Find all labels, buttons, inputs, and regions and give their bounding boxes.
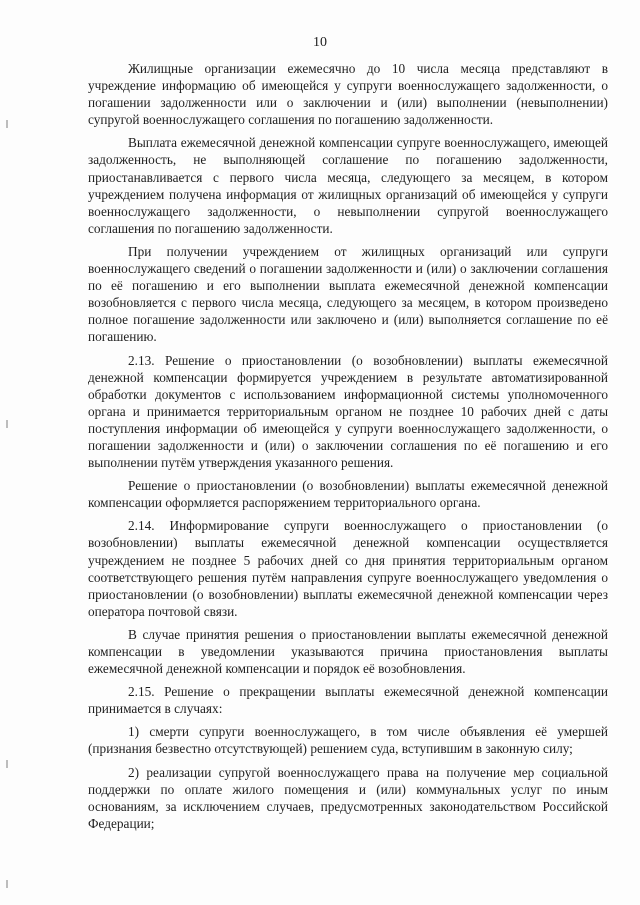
paragraph-2-15: 2.15. Решение о прекращении выплаты ежемесячной денежной компенсации принимается в случаях: — [88, 684, 608, 717]
paragraph-2-14: 2.14. Информирование супруги военнослужащего о приостановлении (о возобновлении) выплаты ежемесячной денежной компенсации осуществляется учреждением не позднее 5 рабочих дней со дня принятия территориальным органом соответствующего решения путём направления супруге военнослужащего уведомления о приостановлении (о возобновлении) выплаты ежемесячной денежной компенсации через оператора почтовой связи. — [88, 518, 608, 619]
paragraph-payment-suspension: Выплата ежемесячной денежной компенсации супруге военнослужащего, имеющей задолженность, не выполняющей соглашение по погашению задолженности, приостанавливается с первого числа месяца, следующего за месяцем, в котором учреждением получена информация от жилищных организаций об имеющейся у супруги военнослужащего задолженности, о невыполнении супругой военнослужащего соглашения по погашению задолженности. — [88, 135, 608, 236]
paragraph-2-13: 2.13. Решение о приостановлении (о возобновлении) выплаты ежемесячной денежной компенсации формируется учреждением в результате автоматизированной обработки документов с использованием информационной системы уполномоченного органа и принимается территориальным органом не позднее 10 рабочих дней с даты поступления информации об имеющейся у супруги военнослужащего задолженности, о погашении задолженности и (или) о заключении соглашения по её погашению и его выполнении путём утверждения указанного решения. — [88, 352, 608, 471]
scan-edge-mark — [6, 880, 8, 888]
paragraph-notification-content: В случае принятия решения о приостановлении выплаты ежемесячной денежной компенсации в уведомлении указываются причина приостановления выплаты ежемесячной денежной компенсации и порядок её возобновления. — [88, 626, 608, 677]
page-number: 10 — [313, 35, 327, 50]
scan-edge-mark — [6, 120, 8, 128]
document-body — [88, 60, 608, 832]
scan-edge-mark — [6, 420, 8, 428]
scan-edge-mark — [6, 760, 8, 768]
list-item-1: 1) смерти супруги военнослужащего, в том числе объявления её умершей (признания безвестно отсутствующей) решением суда, вступившим в законную силу; — [88, 724, 608, 757]
list-item-2: 2) реализации супругой военнослужащего права на получение мер социальной поддержки по оплате жилого помещения и (или) коммунальных услуг по иным основаниям, за исключением случаев, предусмотренных законодательством Российской Федерации; — [88, 764, 608, 831]
paragraph-payment-resumption: При получении учреждением от жилищных организаций или супруги военнослужащего сведений о погашении задолженности и (или) о заключении соглашения по её погашению и его выполнении выплата ежемесячной денежной компенсации возобновляется с первого числа месяца, следующего за месяцем, в котором произведено полное погашение задолженности или заключено и (или) выполняется соглашение по её погашению. — [88, 243, 608, 345]
paragraph-housing-orgs-info: Жилищные организации ежемесячно до 10 числа месяца представляют в учреждение информацию об имеющейся у супруги военнослужащего задолженности, о погашении задолженности или о заключении и (или) выполнении (невыполнении) супругой военнослужащего соглашения по погашению задолженности. — [88, 61, 608, 128]
paragraph-decision-formalization: Решение о приостановлении (о возобновлении) выплаты ежемесячной денежной компенсации оформляется распоряжением территориального органа. — [88, 478, 608, 511]
